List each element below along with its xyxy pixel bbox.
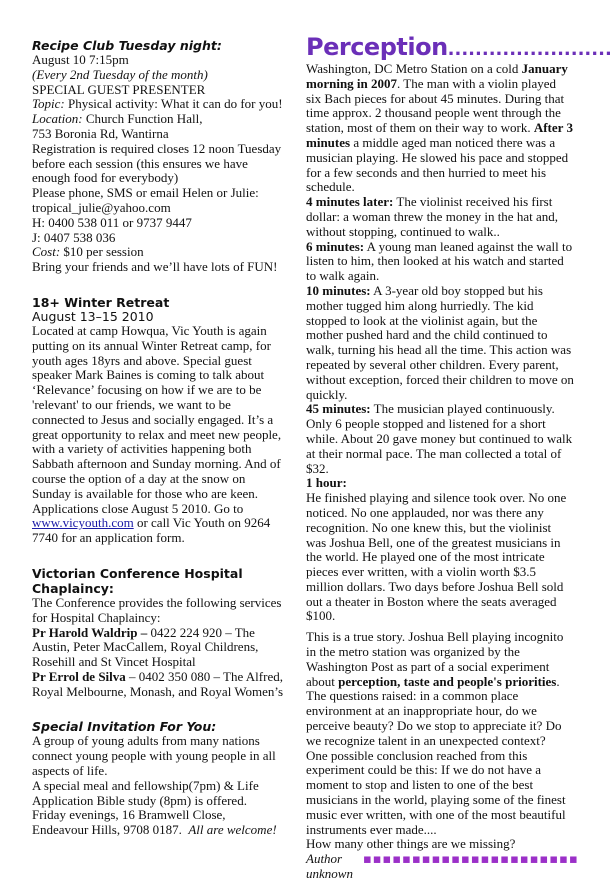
perception-intro xyxy=(306,62,574,195)
m10-bold: 10 minutes: xyxy=(306,282,371,298)
vicyouth-link[interactable]: www.vicyouth.com xyxy=(32,515,134,531)
chaplain2-rest: – 0402 350 080 – The Alfred, Royal Melbourne, Monash, and Royal Women’s xyxy=(32,668,284,699)
perception-10min xyxy=(306,284,574,402)
m10-text: A 3-year old boy stopped but his mother tugged him along hurriedly. The kid stopped to look at the violinist again, but the mother pushed hard and the child continued to walk, turning his head all the time. This action was repeated by several other children. Every parent, without exception, forced their children to move on quickly. xyxy=(306,282,574,402)
invitation-heading: Special Invitation For You: xyxy=(32,719,217,735)
m4-text: The violinist received his first dollar: a woman threw the money in the hat and, without stopping, continued to walk.. xyxy=(306,194,558,239)
author-credit: Author unknown xyxy=(306,851,353,882)
perception-6min xyxy=(306,240,574,284)
chaplain-waldrip xyxy=(32,626,284,670)
recipe-email[interactable]: tropical_julie@yahoo.com xyxy=(32,199,171,215)
recipe-contact: Please phone, SMS or email Helen or Julie: xyxy=(32,185,259,201)
chaplain2-name: Pr Errol de Silva xyxy=(32,668,126,684)
cost-text: $10 per session xyxy=(60,244,144,260)
retreat-body xyxy=(32,324,284,546)
recipe-closing: Bring your friends and we’ll have lots of FUN! xyxy=(32,259,278,275)
perception-1hour-label: 1 hour: xyxy=(306,475,347,491)
recipe-date: August 10 7:15pm xyxy=(32,52,129,67)
chaplaincy-heading: Victorian Conference Hospital Chaplaincy: xyxy=(32,565,243,596)
story-text-a: This is a true story. Joshua Bell playing incognito in the metro station was organized by the Washington Post as part of a social experiment about xyxy=(306,629,564,689)
perception-story xyxy=(306,630,574,689)
invitation-address: Friday evenings, 16 Bramwell Close, Endeavour Hills, 9708 0187. xyxy=(32,807,226,838)
m45-text: The musician played continuously. Only 6 people stopped and listened for a short while. About 20 gave money but continued to walk at their normal pace. The man collected a total of $32. xyxy=(306,401,573,476)
perception-conclusion: One possible conclusion reached from this experiment could be this: If we do not have a moment to stop and listen to one of the best musicians in the world, playing some of the finest music ever written, with one of the most beautiful instruments ever made.... xyxy=(306,747,566,837)
chaplaincy-section xyxy=(32,566,284,700)
invitation-line2: A special meal and fellowship(7pm) & Life Application Bible study (8pm) is offered. xyxy=(32,777,259,808)
invitation-line1: A group of young adults from many nations connect young people with young people in all aspects of life. xyxy=(32,733,276,779)
recipe-club-heading: Recipe Club Tuesday night: xyxy=(32,38,222,53)
topic-label: Topic: xyxy=(32,96,65,112)
author-row xyxy=(306,851,579,882)
invitation-welcome: All are welcome! xyxy=(188,822,277,838)
perception-4min xyxy=(306,195,574,239)
recipe-phone-h: H: 0400 538 011 or 9737 9447 xyxy=(32,214,192,230)
m45-bold: 45 minutes: xyxy=(306,401,371,417)
chaplain1-phone: 0422 224 920 xyxy=(147,624,222,640)
perception-questions: The questions raised: in a common place environment at an inappropriate hour, do we perceive beauty? Do we stop to appreciate it? Do we recognize talent in an unexpected context? xyxy=(306,688,562,748)
recipe-cost xyxy=(32,245,284,260)
perception-missing: How many other things are we missing? xyxy=(306,836,516,852)
chaplaincy-intro: The Conference provides the following services for Hospital Chaplaincy: xyxy=(32,594,282,625)
retreat-body-text: Located at camp Howqua, Vic Youth is again putting on its annual Winter Retreat camp, for youth ages 18yrs and above. Special guest speaker Mark Baines is coming to talk about ‘Relevance’ focusing on how if we are to be 'relevant' to our friends, we want to be connected to Jesus and socially engaged. It’s a great opportunity to relax and meet new people, with a variety of activities happening both Sabbath afternoon and Sunday morning. And of course the option of a day at the snow on Sunday is available for those who are keen. Applications close August 5 2010. Go to xyxy=(32,322,282,516)
cost-label: Cost: xyxy=(32,244,61,260)
intro-text-b: . The man with a violin played six Bach pieces for about 45 minutes. During that time approx. 2 thousand people went through the station, most of them on their way to work. xyxy=(306,75,565,136)
perception-title: Perception xyxy=(306,33,448,61)
recipe-frequency: (Every 2nd Tuesday of the month) xyxy=(32,66,208,82)
m4-bold: 4 minutes later: xyxy=(306,194,394,210)
title-dot-leader: ........................ xyxy=(447,39,612,60)
m6-bold: 6 minutes: xyxy=(306,238,365,254)
invitation-section xyxy=(32,719,284,838)
right-column xyxy=(306,33,612,882)
retreat-heading: 18+ Winter Retreat xyxy=(32,294,170,310)
topic-text: Physical activity: What it can do for you! xyxy=(64,96,283,112)
retreat-body-end: or call Vic Youth on 9264 7740 for an application form. xyxy=(32,515,271,546)
winter-retreat-section xyxy=(32,295,284,546)
chaplain1-rest: – The Austin, Peter MacCallem, Royal Childrens, Rosehill and St Vincet Hospital xyxy=(32,624,259,670)
story-text-b: . xyxy=(556,673,560,689)
intro-text-a: Washington, DC Metro Station on a cold xyxy=(306,61,522,76)
left-column xyxy=(32,38,284,858)
chaplain1-name: Pr Harold Waldrip – xyxy=(32,624,148,640)
story-bold: perception, taste and people's priorities xyxy=(338,673,557,689)
perception-title-row xyxy=(306,33,612,61)
location-label: Location: xyxy=(32,111,83,127)
perception-45min xyxy=(306,402,574,476)
recipe-phone-j: J: 0407 538 036 xyxy=(32,229,116,245)
intro-bold: January morning in 2007 xyxy=(306,61,568,91)
recipe-registration: Registration is required closes 12 noon Tuesday before each session (this ensures we have enough food for everybody) xyxy=(32,140,282,186)
m6-text: A young man leaned against the wall to listen to him, then looked at his watch and started to walk again. xyxy=(306,238,573,284)
retreat-dates: August 13–15 2010 xyxy=(32,308,154,324)
location-text: Church Function Hall, xyxy=(82,111,203,127)
author-dot-leader: ▪▪▪▪▪▪▪▪▪▪▪▪▪▪▪▪▪▪▪▪▪▪ xyxy=(362,852,579,868)
recipe-address: 753 Boronia Rd, Wantirna xyxy=(32,125,169,141)
after3-text: a middle aged man noticed there was a musician playing. He slowed his pace and stopped for a few seconds and then hurried to meet his schedule. xyxy=(306,134,569,195)
chaplain-de-silva xyxy=(32,670,284,700)
after3-bold: After 3 minutes xyxy=(306,120,573,150)
recipe-topic xyxy=(32,97,284,112)
recipe-guest: SPECIAL GUEST PRESENTER xyxy=(32,81,206,97)
recipe-location xyxy=(32,112,284,127)
perception-1hour: He finished playing and silence took over. No one noticed. No one applauded, nor was there any recognition. No one knew this, but the violinist was Joshua Bell, one of the greatest musicians in the world. He played one of the most intricate pieces ever written, with a violin worth $3.5 million dollars. Two days before Joshua Bell sold out a theater in Boston where the seats averaged $100. xyxy=(306,490,567,624)
recipe-club-section xyxy=(32,38,284,275)
invitation-line3 xyxy=(32,808,284,838)
